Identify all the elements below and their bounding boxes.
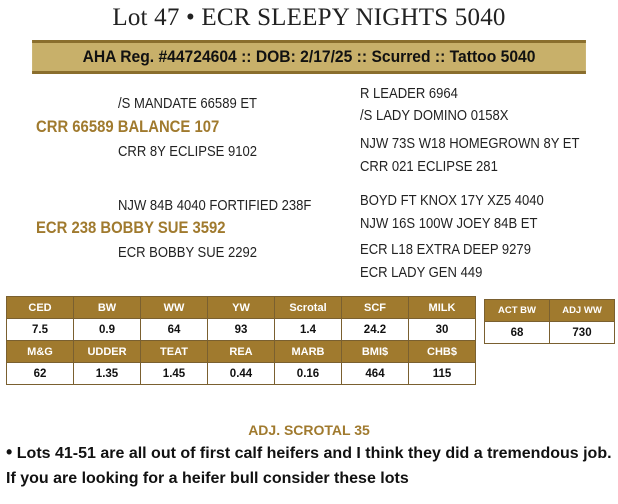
epd-value: 7.5 [7,319,74,341]
epd-header-row-1 [7,297,476,319]
actual-header-row [485,300,615,322]
dam-sire-sire: BOYD FT KNOX 17Y XZ5 4040 [360,193,544,209]
epd-value: 115 [409,363,476,385]
sire-dam-sire: NJW 73S W18 HOMEGROWN 8Y ET [360,136,580,152]
epd-value: 1.45 [141,363,208,385]
registration-bar [32,40,586,74]
registration-text: AHA Reg. #44724604 :: DOB: 2/17/25 :: Scurred :: Tattoo 5040 [82,47,536,66]
epd-header: BW [74,297,141,319]
dam-sire: NJW 84B 4040 FORTIFIED 238F [118,198,312,214]
adj-scrotal: ADJ. SCROTAL 35 [248,422,370,438]
epd-value: 1.4 [275,319,342,341]
epd-table [6,296,476,385]
epd-value: 0.9 [74,319,141,341]
dam-dam-dam: ECR LADY GEN 449 [360,265,483,281]
dam-sire-dam: NJW 16S 100W JOEY 84B ET [360,216,538,232]
epd-header: SCF [342,297,409,319]
sire-dam-dam: CRR 021 ECLIPSE 281 [360,159,498,175]
epd-header: WW [141,297,208,319]
sire-sire: /S MANDATE 66589 ET [118,96,258,112]
epd-value: 0.16 [275,363,342,385]
epd-header: YW [208,297,275,319]
epd-value: 93 [208,319,275,341]
bullet-icon: • [6,442,13,462]
epd-header: Scrotal [275,297,342,319]
epd-header: CHB$ [409,341,476,363]
lot-note [6,440,612,491]
epd-header: M&G [7,341,74,363]
epd-header: TEAT [141,341,208,363]
epd-value: 0.44 [208,363,275,385]
epd-value: 30 [409,319,476,341]
note-text: Lots 41-51 are all out of first calf heifers and I think they did a tremendous job. If you are looking for a heifer bull consider these lots [6,445,612,487]
actual-weights-table [484,299,615,344]
lot-title: Lot 47 • ECR SLEEPY NIGHTS 5040 [112,4,506,31]
dam-dam-sire: ECR L18 EXTRA DEEP 9279 [360,242,531,258]
actual-value: 730 [550,322,615,344]
epd-value: 1.35 [74,363,141,385]
dam: ECR 238 BOBBY SUE 3592 [36,219,226,237]
epd-header: BMI$ [342,341,409,363]
actual-value: 68 [485,322,550,344]
epd-value: 62 [7,363,74,385]
epd-header: UDDER [74,341,141,363]
epd-header: CED [7,297,74,319]
epd-header: REA [208,341,275,363]
epd-value: 464 [342,363,409,385]
sire-dam: CRR 8Y ECLIPSE 9102 [118,144,258,160]
epd-value-row-2 [7,363,476,385]
dam-dam: ECR BOBBY SUE 2292 [118,245,258,261]
epd-value-row-1 [7,319,476,341]
sire: CRR 66589 BALANCE 107 [36,118,220,136]
actual-value-row [485,322,615,344]
actual-header: ADJ WW [550,300,615,322]
sire-sire-sire: R LEADER 6964 [360,86,458,102]
sire-sire-dam: /S LADY DOMINO 0158X [360,108,509,124]
epd-value: 24.2 [342,319,409,341]
epd-header-row-2 [7,341,476,363]
actual-header: ACT BW [485,300,550,322]
epd-value: 64 [141,319,208,341]
epd-header: MILK [409,297,476,319]
epd-header: MARB [275,341,342,363]
